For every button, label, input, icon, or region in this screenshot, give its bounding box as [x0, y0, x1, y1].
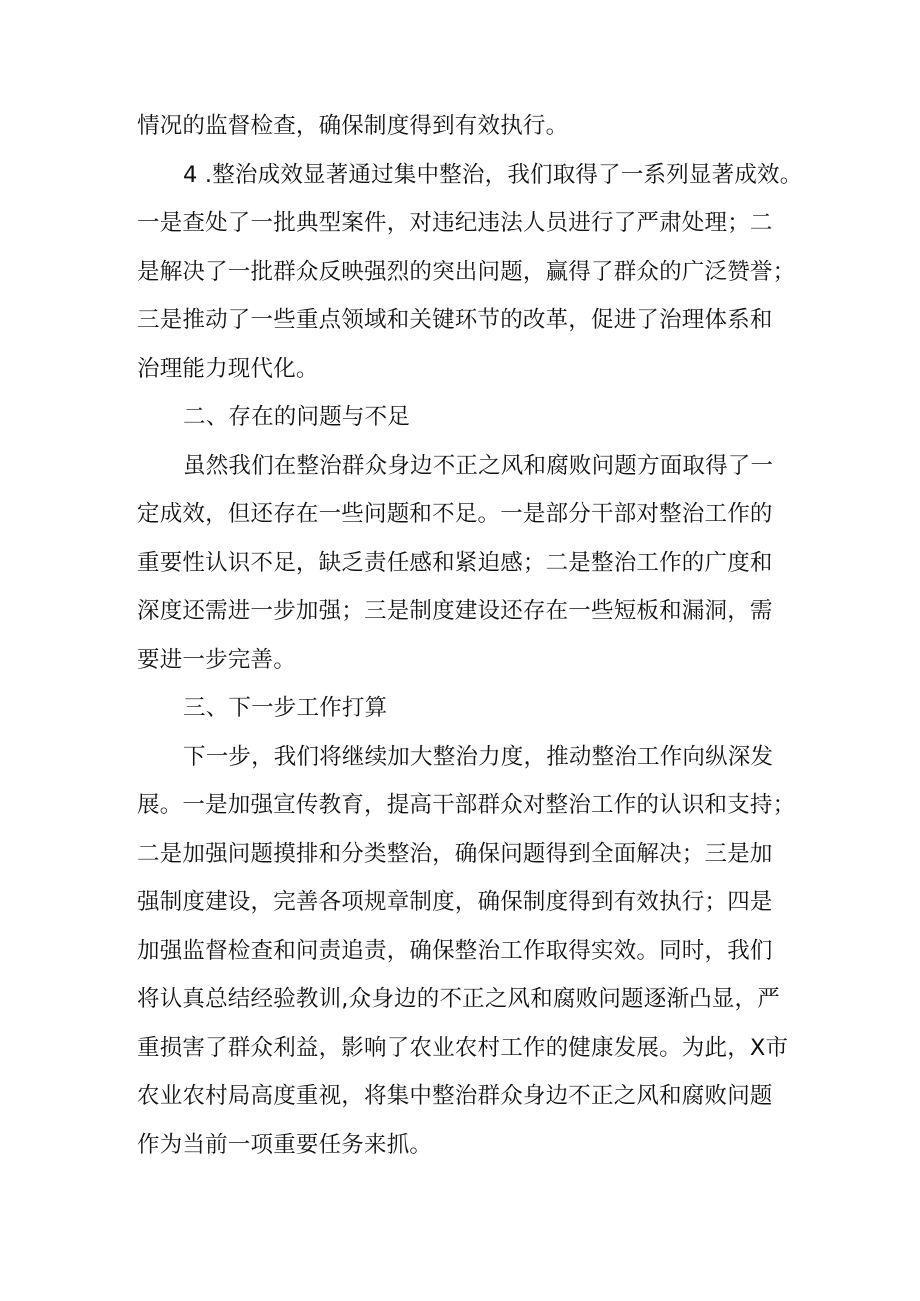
- section-3-heading: 三、下一步工作打算: [183, 695, 388, 721]
- text-line: 一是查处了一批典型案件，对违纪违法人员进行了严肃处理；二: [137, 210, 773, 236]
- text-line: 作为当前一项重要任务来抓。: [137, 1131, 433, 1158]
- text-line: 强制度建设，完善各项规章制度，确保制度得到有效执行；四是: [137, 889, 773, 915]
- text-line: 虽然我们在整治群众身边不正之风和腐败问题方面取得了一: [183, 452, 774, 479]
- section-4-heading-line: 4 .整治成效显著通过集中整治，我们取得了一系列显著成效。: [183, 161, 803, 188]
- text-line: 重要性认识不足，缺乏责任感和紧迫感；二是整治工作的广度和: [137, 549, 773, 576]
- text-line: 下一步，我们将继续加大整治力度，推动整治工作向纵深发: [183, 743, 774, 770]
- text-line: 治理能力现代化。: [137, 355, 319, 382]
- text-line: 定成效，但还存在一些问题和不足。一是部分干部对整治工作的: [137, 501, 773, 527]
- text-line: 二是加强问题摸排和分类整治，确保问题得到全面解决；三是加: [137, 840, 773, 867]
- text-line: 深度还需进一步加强；三是制度建设还存在一些短板和漏洞，需: [137, 598, 773, 624]
- section-2-heading: 二、存在的问题与不足: [183, 404, 411, 430]
- text-line: 展。一是加强宣传教育，提高干部群众对整治工作的认识和支持；: [137, 792, 796, 818]
- text-line: 三是推动了一些重点领域和关键环节的改革，促进了治理体系和: [137, 307, 773, 333]
- text-line: 重损害了群众利益，影响了农业农村工作的健康发展。为此，X市: [137, 1034, 789, 1061]
- text-line: 情况的监督检查，确保制度得到有效执行。: [137, 113, 569, 139]
- text-line: 农业农村局高度重视，将集中整治群众身边不正之风和腐败问题: [137, 1083, 773, 1109]
- text-line: 是解决了一批群众反映强烈的突出问题，赢得了群众的广泛赞誉；: [137, 258, 796, 285]
- text-line: 将认真总结经验教训,众身边的不正之风和腐败问题逐渐凸显，严: [137, 986, 780, 1012]
- document-body: [137, 102, 803, 1169]
- text-line: 要进一步完善。: [137, 646, 296, 673]
- text-line: 加强监督检查和问责追责，确保整治工作取得实效。同时，我们: [137, 937, 773, 964]
